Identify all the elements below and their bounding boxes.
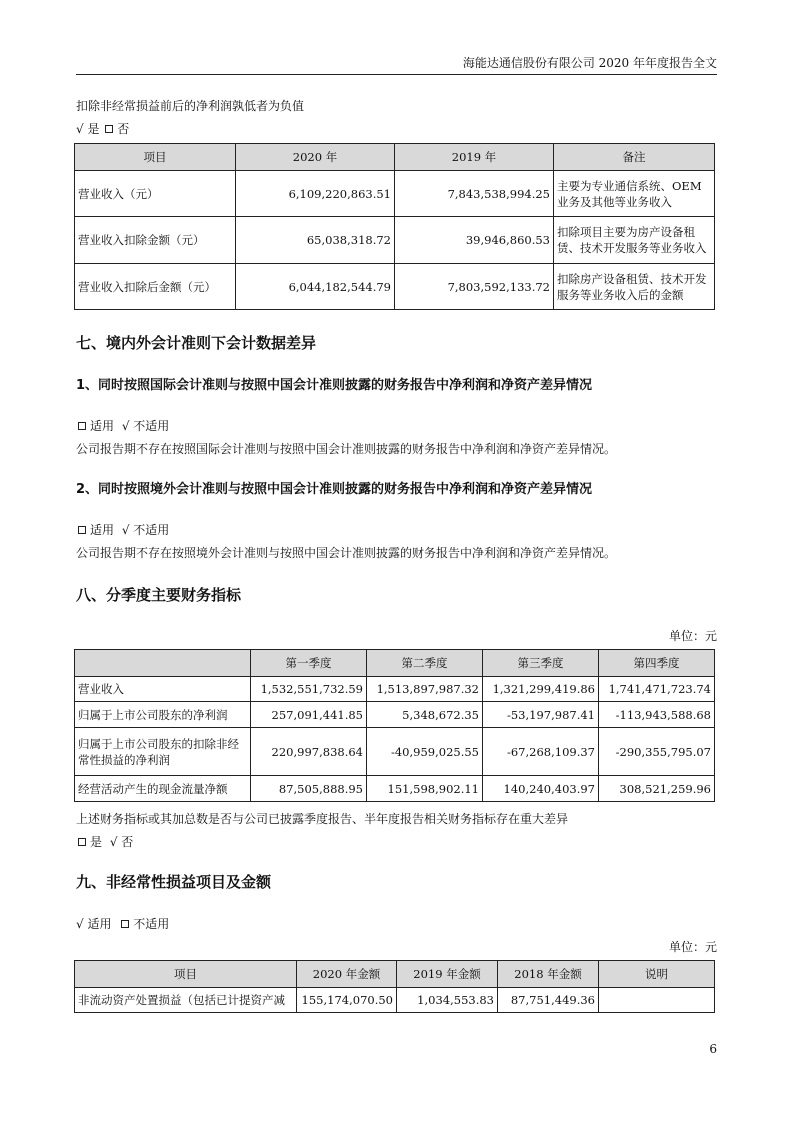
not-apply-label: 不适用 [133,917,170,931]
q3-value: 140,240,403.97 [483,776,599,802]
value-2020: 65,038,318.72 [236,217,395,264]
q2-value: 151,598,902.11 [367,776,483,802]
col-header: 项目 [75,961,297,988]
value-2020: 155,174,070.50 [297,988,397,1013]
row-label: 非流动资产处置损益（包括已计提资产减 [75,988,297,1013]
q4-value: 308,521,259.96 [599,776,715,802]
value-2019: 7,803,592,133.72 [395,264,554,310]
col-header: 第二季度 [367,650,483,677]
section-7-2-title: 2、同时按照境外会计准则与按照中国会计准则披露的财务报告中净利润和净资产差异情况 [76,482,593,497]
page-header: 海能达通信股份有限公司 2020 年年度报告全文 [76,56,717,75]
quarterly-table [74,649,715,802]
section-9-apply [76,916,169,932]
checkbox-icon [105,125,113,133]
q2-value: 1,513,897,987.32 [367,677,483,702]
not-apply-checked: √ 不适用 [121,419,170,433]
value-2019: 7,843,538,994.25 [395,171,554,217]
checkbox-icon [121,920,129,928]
q1-value: 1,532,551,732.59 [251,677,367,702]
section-8-answer [76,834,133,850]
intro-checkbox-row [76,121,129,137]
q1-value: 257,091,441.85 [251,702,367,728]
table-row [75,728,715,776]
col-header: 第三季度 [483,650,599,677]
no-label: 否 [117,122,130,136]
table-row [75,776,715,802]
col-header: 2019 年 [395,144,554,171]
apply-checked: √ 适用 [76,917,112,931]
value-2019: 39,946,860.53 [395,217,554,264]
section-7-title: 七、境内外会计准则下会计数据差异 [76,334,317,352]
col-header: 说明 [599,961,715,988]
section-7-1-apply [76,418,169,434]
col-header: 第四季度 [599,650,715,677]
table-row [75,217,715,264]
q1-value: 220,997,838.64 [251,728,367,776]
unit-label: 单位：元 [668,629,717,643]
col-header: 备注 [554,144,715,171]
note: 扣除房产设备租赁、技术开发服务等业务收入后的金额 [554,264,715,310]
section-7-2-text: 公司报告期不存在按照境外会计准则与按照中国会计准则披露的财务报告中净利润和净资产差异情况。 [76,546,617,560]
intro-line: 扣除非经常损益前后的净利润孰低者为负值 [76,99,305,113]
col-header: 第一季度 [251,650,367,677]
q4-value: -113,943,588.68 [599,702,715,728]
table-row [75,988,715,1013]
q3-value: -53,197,987.41 [483,702,599,728]
description [599,988,715,1013]
not-apply-checked: √ 不适用 [121,523,170,537]
page-number: 6 [709,1042,717,1056]
apply-label: 适用 [90,419,115,433]
row-label: 营业收入（元） [75,171,236,217]
col-header: 2018 年金额 [498,961,599,988]
q4-value: -290,355,795.07 [599,728,715,776]
col-header: 项目 [75,144,236,171]
section-7-2-apply [76,522,169,538]
section-7-1-title: 1、同时按照国际会计准则与按照中国会计准则披露的财务报告中净利润和净资产差异情况 [76,378,593,393]
value-2020: 6,109,220,863.51 [236,171,395,217]
col-header: 2019 年金额 [397,961,498,988]
yes-label: 是 [90,835,103,849]
value-2019: 1,034,553.83 [397,988,498,1013]
value-2020: 6,044,182,544.79 [236,264,395,310]
table-row [75,677,715,702]
q3-value: -67,268,109.37 [483,728,599,776]
q3-value: 1,321,299,419.86 [483,677,599,702]
section-9-title: 九、非经常性损益项目及金额 [76,873,272,891]
apply-label: 适用 [90,523,115,537]
col-header: 2020 年 [236,144,395,171]
q4-value: 1,741,471,723.74 [599,677,715,702]
table-row [75,171,715,217]
col-header: 2020 年金额 [297,961,397,988]
note: 主要为专业通信系统、OEM 业务及其他等业务收入 [554,171,715,217]
section-8-note: 上述财务指标或其加总数是否与公司已披露季度报告、半年度报告相关财务指标存在重大差异 [76,812,569,826]
unit-label: 单位：元 [668,940,717,954]
section-7-1-text: 公司报告期不存在按照国际会计准则与按照中国会计准则披露的财务报告中净利润和净资产差异情况。 [76,442,617,456]
value-2018: 87,751,449.36 [498,988,599,1013]
row-label: 营业收入扣除后金额（元） [75,264,236,310]
checkbox-icon [78,838,86,846]
section-8-title: 八、分季度主要财务指标 [76,586,242,604]
table-row [75,264,715,310]
checkbox-icon [78,526,86,534]
row-label: 归属于上市公司股东的扣除非经常性损益的净利润 [75,728,251,776]
note: 扣除项目主要为房产设备租赁、技术开发服务等业务收入 [554,217,715,264]
q1-value: 87,505,888.95 [251,776,367,802]
checked-yes: √ 是 [76,122,100,136]
row-label: 归属于上市公司股东的净利润 [75,702,251,728]
q2-value: -40,959,025.55 [367,728,483,776]
no-checked: √ 否 [109,835,134,849]
row-label: 经营活动产生的现金流量净额 [75,776,251,802]
col-header [75,650,251,677]
row-label: 营业收入 [75,677,251,702]
q2-value: 5,348,672.35 [367,702,483,728]
row-label: 营业收入扣除金额（元） [75,217,236,264]
table-row [75,702,715,728]
checkbox-icon [78,422,86,430]
non-recurring-table [74,960,715,1013]
revenue-deduction-table [74,143,715,310]
